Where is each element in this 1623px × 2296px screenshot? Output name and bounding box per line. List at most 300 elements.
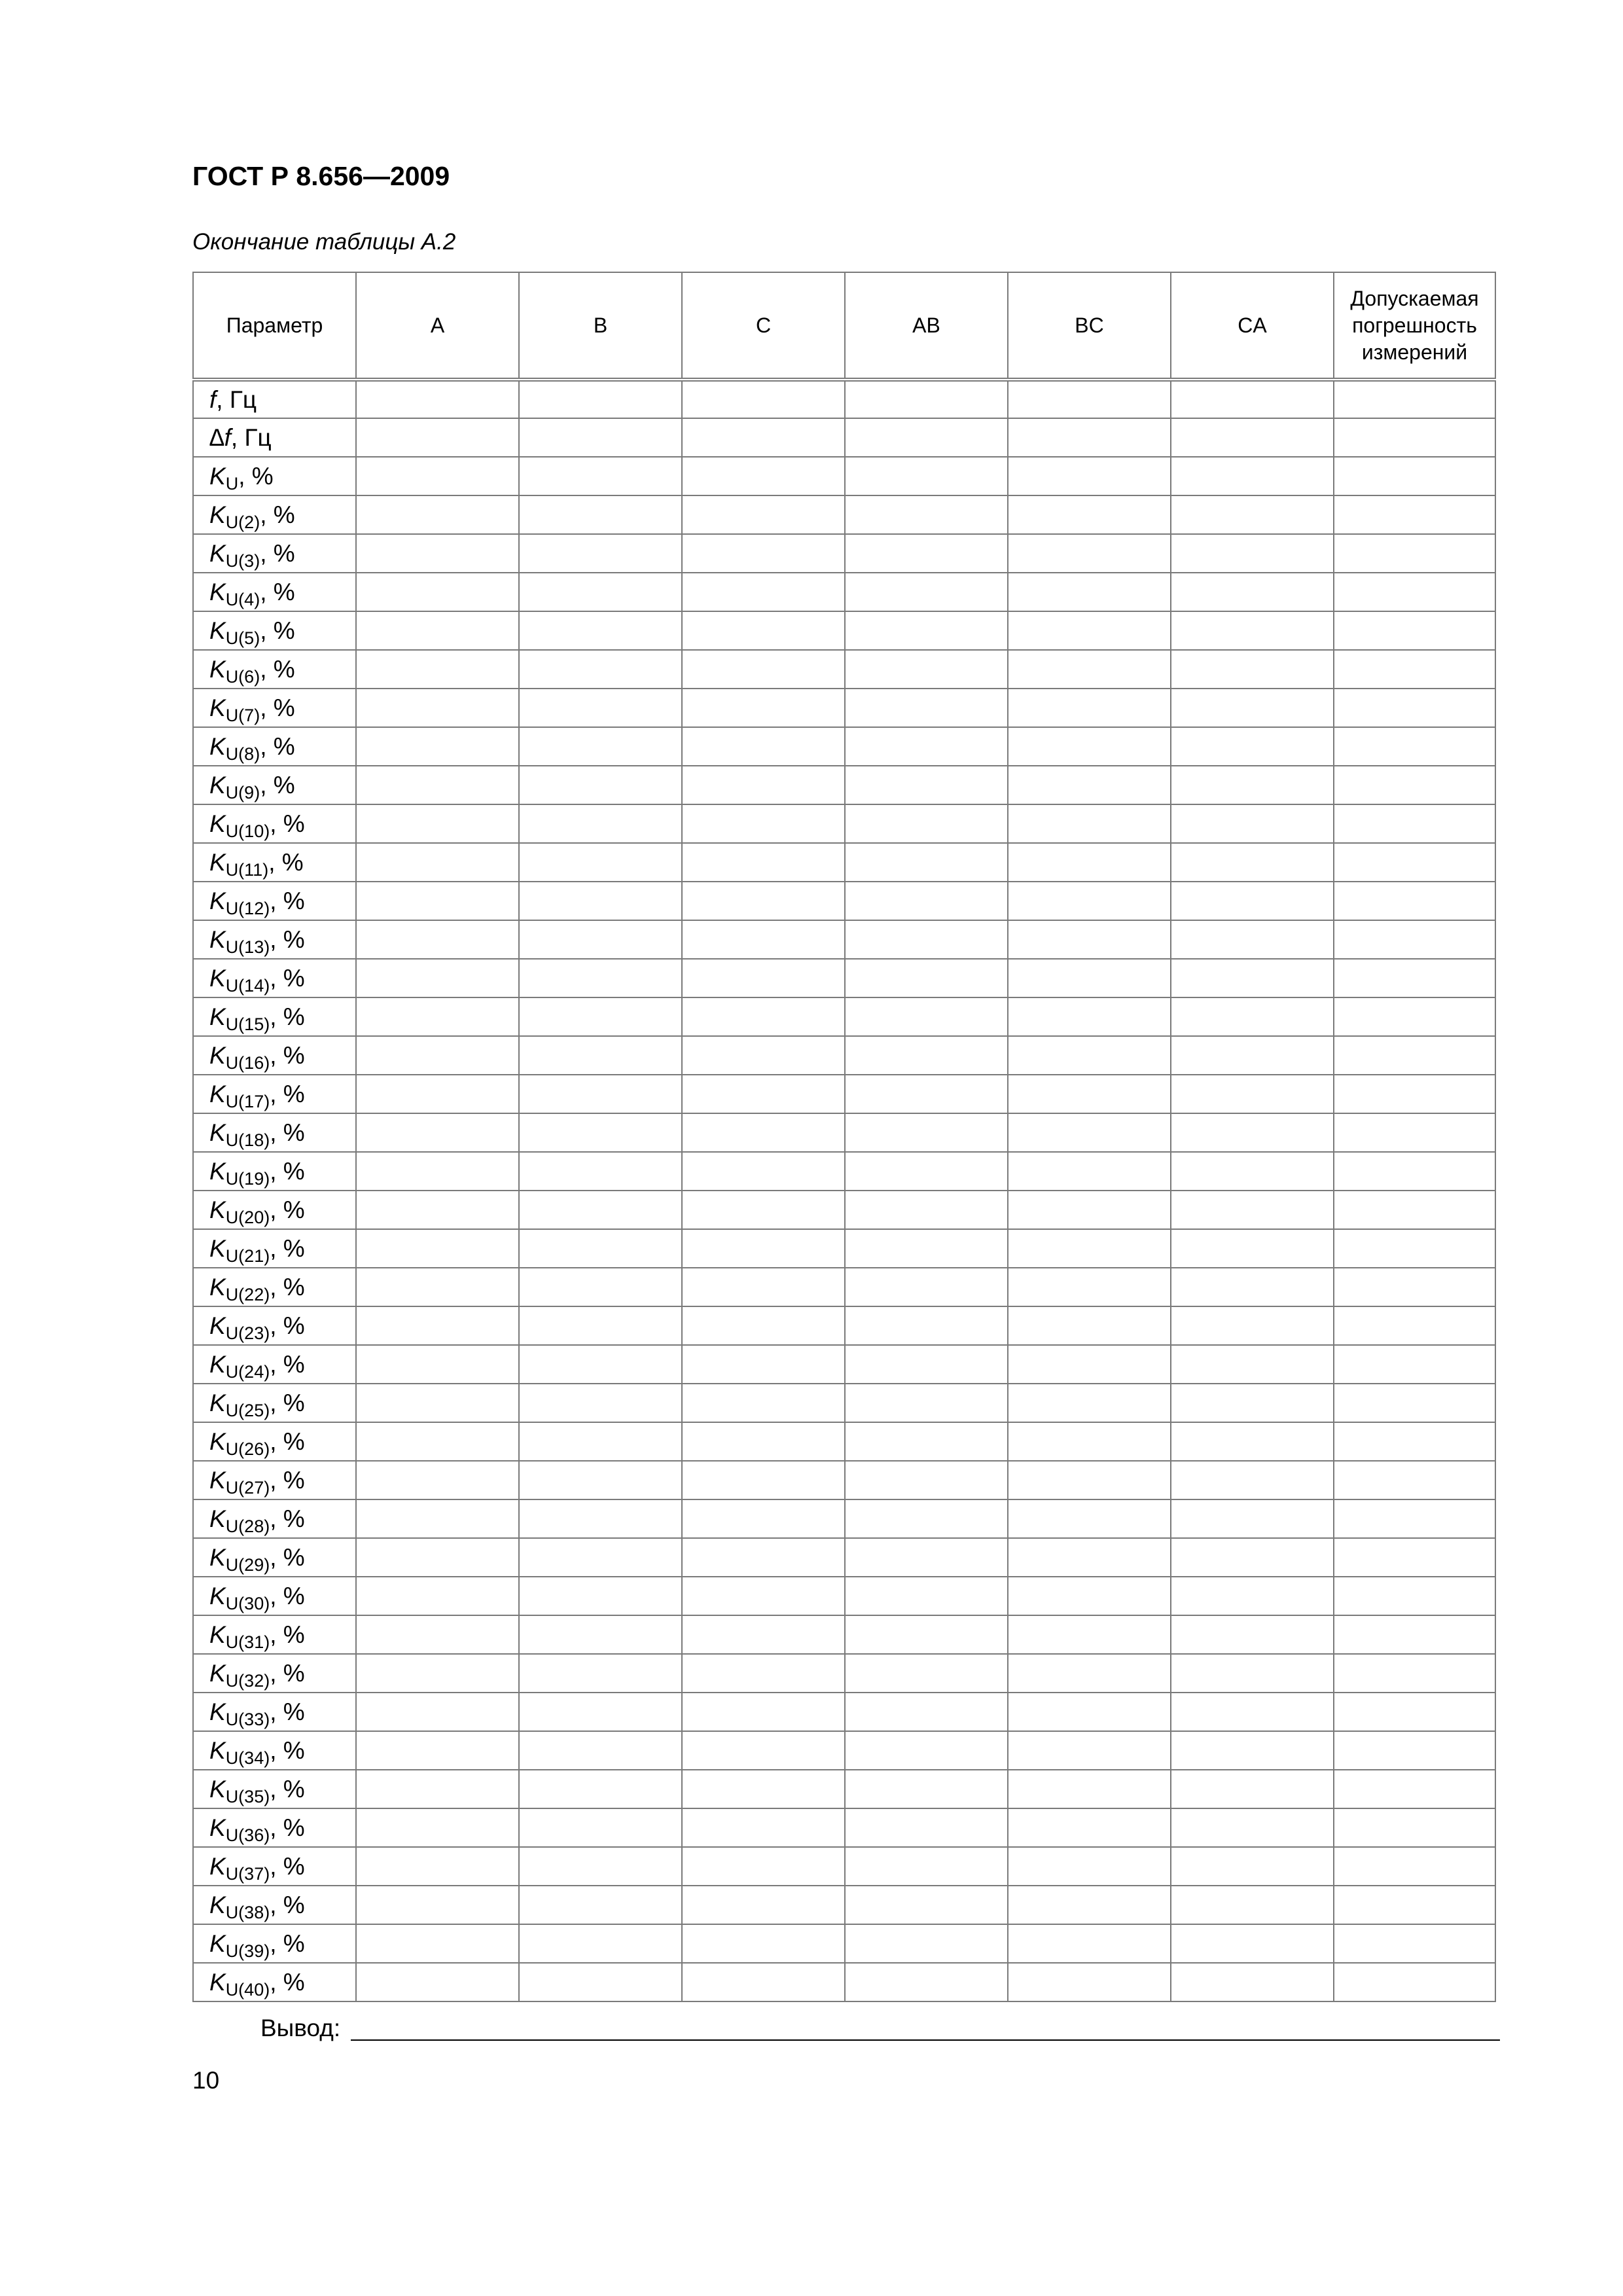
value-cell[interactable] bbox=[1008, 1924, 1171, 1963]
value-cell[interactable] bbox=[519, 882, 682, 920]
value-cell[interactable] bbox=[1171, 1808, 1334, 1847]
value-cell[interactable] bbox=[519, 495, 682, 534]
value-cell[interactable] bbox=[682, 1461, 845, 1499]
value-cell[interactable] bbox=[1008, 1808, 1171, 1847]
value-cell[interactable] bbox=[1008, 1152, 1171, 1191]
value-cell[interactable] bbox=[845, 1693, 1008, 1731]
value-cell[interactable] bbox=[356, 959, 519, 997]
value-cell[interactable] bbox=[1171, 1113, 1334, 1152]
value-cell[interactable] bbox=[682, 1577, 845, 1615]
value-cell[interactable] bbox=[845, 457, 1008, 495]
value-cell[interactable] bbox=[1334, 1075, 1495, 1113]
value-cell[interactable] bbox=[1171, 611, 1334, 650]
value-cell[interactable] bbox=[682, 959, 845, 997]
parameter-unit: , % bbox=[270, 1698, 305, 1725]
value-cell[interactable] bbox=[682, 1191, 845, 1229]
value-cell[interactable] bbox=[1008, 766, 1171, 804]
value-cell[interactable] bbox=[1171, 495, 1334, 534]
value-cell[interactable] bbox=[1008, 1461, 1171, 1499]
value-cell[interactable] bbox=[1334, 843, 1495, 882]
value-cell[interactable] bbox=[1171, 959, 1334, 997]
value-cell[interactable] bbox=[1171, 1461, 1334, 1499]
value-cell[interactable] bbox=[1008, 1229, 1171, 1268]
value-cell[interactable] bbox=[845, 1770, 1008, 1808]
value-cell[interactable] bbox=[845, 1113, 1008, 1152]
value-cell[interactable] bbox=[1334, 1499, 1495, 1538]
value-cell[interactable] bbox=[682, 1345, 845, 1384]
value-cell[interactable] bbox=[682, 1886, 845, 1924]
value-cell[interactable] bbox=[1008, 1306, 1171, 1345]
value-cell[interactable] bbox=[682, 1924, 845, 1963]
value-cell[interactable] bbox=[845, 1075, 1008, 1113]
value-cell[interactable] bbox=[845, 1152, 1008, 1191]
value-cell[interactable] bbox=[1008, 1654, 1171, 1693]
value-cell[interactable] bbox=[1334, 495, 1495, 534]
value-cell[interactable] bbox=[1171, 689, 1334, 727]
value-cell[interactable] bbox=[1334, 882, 1495, 920]
value-cell[interactable] bbox=[682, 650, 845, 689]
value-cell[interactable] bbox=[1008, 1615, 1171, 1654]
value-cell[interactable] bbox=[1008, 418, 1171, 457]
value-cell[interactable] bbox=[682, 1384, 845, 1422]
value-cell[interactable] bbox=[519, 1152, 682, 1191]
value-cell[interactable] bbox=[356, 843, 519, 882]
value-cell[interactable] bbox=[356, 804, 519, 843]
value-cell[interactable] bbox=[845, 495, 1008, 534]
value-cell[interactable] bbox=[845, 1731, 1008, 1770]
value-cell[interactable] bbox=[356, 1847, 519, 1886]
value-cell[interactable] bbox=[519, 1963, 682, 2001]
value-cell[interactable] bbox=[519, 418, 682, 457]
value-cell[interactable] bbox=[682, 611, 845, 650]
value-cell[interactable] bbox=[845, 1384, 1008, 1422]
value-cell[interactable] bbox=[356, 1422, 519, 1461]
value-cell[interactable] bbox=[682, 1422, 845, 1461]
value-cell[interactable] bbox=[356, 1693, 519, 1731]
value-cell[interactable] bbox=[519, 1731, 682, 1770]
value-cell[interactable] bbox=[1334, 1654, 1495, 1693]
value-cell[interactable] bbox=[845, 1306, 1008, 1345]
value-cell[interactable] bbox=[519, 1229, 682, 1268]
value-cell[interactable] bbox=[682, 1306, 845, 1345]
value-cell[interactable] bbox=[356, 1384, 519, 1422]
value-cell[interactable] bbox=[519, 1345, 682, 1384]
value-cell[interactable] bbox=[1334, 380, 1495, 418]
value-cell[interactable] bbox=[356, 1808, 519, 1847]
value-cell[interactable] bbox=[356, 1963, 519, 2001]
value-cell[interactable] bbox=[845, 1924, 1008, 1963]
value-cell[interactable] bbox=[1334, 1306, 1495, 1345]
value-cell[interactable] bbox=[519, 689, 682, 727]
value-cell[interactable] bbox=[1008, 457, 1171, 495]
value-cell[interactable] bbox=[1171, 418, 1334, 457]
value-cell[interactable] bbox=[1171, 1693, 1334, 1731]
value-cell[interactable] bbox=[1334, 766, 1495, 804]
value-cell[interactable] bbox=[1334, 1461, 1495, 1499]
value-cell[interactable] bbox=[1334, 959, 1495, 997]
value-cell[interactable] bbox=[1171, 1306, 1334, 1345]
value-cell[interactable] bbox=[519, 1422, 682, 1461]
value-cell[interactable] bbox=[1008, 1847, 1171, 1886]
value-cell[interactable] bbox=[519, 1306, 682, 1345]
value-cell[interactable] bbox=[356, 1152, 519, 1191]
value-cell[interactable] bbox=[1334, 1693, 1495, 1731]
value-cell[interactable] bbox=[845, 1963, 1008, 2001]
value-cell[interactable] bbox=[519, 843, 682, 882]
value-cell[interactable] bbox=[1008, 1577, 1171, 1615]
value-cell[interactable] bbox=[1171, 1075, 1334, 1113]
value-cell[interactable] bbox=[845, 573, 1008, 611]
value-cell[interactable] bbox=[1334, 1345, 1495, 1384]
value-cell[interactable] bbox=[682, 495, 845, 534]
value-cell[interactable] bbox=[1171, 1152, 1334, 1191]
value-cell[interactable] bbox=[682, 727, 845, 766]
value-cell[interactable] bbox=[519, 1615, 682, 1654]
value-cell[interactable] bbox=[682, 1808, 845, 1847]
value-cell[interactable] bbox=[845, 766, 1008, 804]
value-cell[interactable] bbox=[1171, 882, 1334, 920]
value-cell[interactable] bbox=[845, 418, 1008, 457]
value-cell[interactable] bbox=[1008, 1191, 1171, 1229]
value-cell[interactable] bbox=[845, 1615, 1008, 1654]
value-cell[interactable] bbox=[845, 1538, 1008, 1577]
value-cell[interactable] bbox=[845, 1422, 1008, 1461]
value-cell[interactable] bbox=[845, 611, 1008, 650]
value-cell[interactable] bbox=[1171, 727, 1334, 766]
value-cell[interactable] bbox=[1334, 1924, 1495, 1963]
value-cell[interactable] bbox=[845, 843, 1008, 882]
value-cell[interactable] bbox=[1334, 1847, 1495, 1886]
value-cell[interactable] bbox=[1334, 997, 1495, 1036]
value-cell[interactable] bbox=[519, 1924, 682, 1963]
value-cell[interactable] bbox=[845, 1808, 1008, 1847]
value-cell[interactable] bbox=[1171, 1229, 1334, 1268]
value-cell[interactable] bbox=[845, 1499, 1008, 1538]
value-cell[interactable] bbox=[845, 727, 1008, 766]
value-cell[interactable] bbox=[845, 1847, 1008, 1886]
value-cell[interactable] bbox=[519, 1268, 682, 1306]
value-cell[interactable] bbox=[682, 1770, 845, 1808]
value-cell[interactable] bbox=[1334, 804, 1495, 843]
value-cell[interactable] bbox=[1171, 1615, 1334, 1654]
value-cell[interactable] bbox=[519, 1384, 682, 1422]
value-cell[interactable] bbox=[356, 534, 519, 573]
value-cell[interactable] bbox=[1008, 959, 1171, 997]
value-cell[interactable] bbox=[519, 959, 682, 997]
value-cell[interactable] bbox=[356, 1075, 519, 1113]
value-cell[interactable] bbox=[1334, 1422, 1495, 1461]
conclusion-line[interactable] bbox=[351, 2039, 1500, 2041]
value-cell[interactable] bbox=[1334, 1886, 1495, 1924]
value-cell[interactable] bbox=[845, 920, 1008, 959]
value-cell[interactable] bbox=[1171, 1770, 1334, 1808]
value-cell[interactable] bbox=[519, 1538, 682, 1577]
value-cell[interactable] bbox=[1008, 882, 1171, 920]
value-cell[interactable] bbox=[1008, 1499, 1171, 1538]
value-cell[interactable] bbox=[1171, 650, 1334, 689]
value-cell[interactable] bbox=[1008, 804, 1171, 843]
value-cell[interactable] bbox=[682, 882, 845, 920]
value-cell[interactable] bbox=[356, 1345, 519, 1384]
value-cell[interactable] bbox=[1171, 573, 1334, 611]
value-cell[interactable] bbox=[1171, 1345, 1334, 1384]
value-cell[interactable] bbox=[1334, 1963, 1495, 2001]
value-cell[interactable] bbox=[1008, 727, 1171, 766]
value-cell[interactable] bbox=[1334, 1731, 1495, 1770]
value-cell[interactable] bbox=[356, 1731, 519, 1770]
value-cell[interactable] bbox=[1008, 1731, 1171, 1770]
value-cell[interactable] bbox=[682, 1731, 845, 1770]
value-cell[interactable] bbox=[1008, 997, 1171, 1036]
value-cell[interactable] bbox=[356, 457, 519, 495]
value-cell[interactable] bbox=[845, 1036, 1008, 1075]
value-cell[interactable] bbox=[356, 1191, 519, 1229]
value-cell[interactable] bbox=[1171, 1422, 1334, 1461]
value-cell[interactable] bbox=[1008, 1422, 1171, 1461]
value-cell[interactable] bbox=[1171, 457, 1334, 495]
value-cell[interactable] bbox=[682, 418, 845, 457]
value-cell[interactable] bbox=[1171, 1384, 1334, 1422]
value-cell[interactable] bbox=[682, 380, 845, 418]
value-cell[interactable] bbox=[1008, 495, 1171, 534]
value-cell[interactable] bbox=[519, 727, 682, 766]
value-cell[interactable] bbox=[845, 1461, 1008, 1499]
value-cell[interactable] bbox=[1008, 1075, 1171, 1113]
value-cell[interactable] bbox=[845, 997, 1008, 1036]
value-cell[interactable] bbox=[1008, 1345, 1171, 1384]
value-cell[interactable] bbox=[845, 1886, 1008, 1924]
value-cell[interactable] bbox=[519, 1191, 682, 1229]
value-cell[interactable] bbox=[1008, 1770, 1171, 1808]
value-cell[interactable] bbox=[845, 1577, 1008, 1615]
parameter-symbol: K bbox=[209, 1389, 226, 1416]
value-cell[interactable] bbox=[845, 650, 1008, 689]
value-cell[interactable] bbox=[356, 1499, 519, 1538]
value-cell[interactable] bbox=[682, 1963, 845, 2001]
value-cell[interactable] bbox=[1334, 689, 1495, 727]
value-cell[interactable] bbox=[682, 1654, 845, 1693]
value-cell[interactable] bbox=[845, 804, 1008, 843]
value-cell[interactable] bbox=[845, 534, 1008, 573]
value-cell[interactable] bbox=[845, 1268, 1008, 1306]
value-cell[interactable] bbox=[845, 882, 1008, 920]
value-cell[interactable] bbox=[519, 650, 682, 689]
value-cell[interactable] bbox=[519, 1461, 682, 1499]
value-cell[interactable] bbox=[356, 1770, 519, 1808]
value-cell[interactable] bbox=[1334, 611, 1495, 650]
value-cell[interactable] bbox=[356, 1886, 519, 1924]
value-cell[interactable] bbox=[519, 1036, 682, 1075]
value-cell[interactable] bbox=[356, 1654, 519, 1693]
value-cell[interactable] bbox=[1334, 1229, 1495, 1268]
value-cell[interactable] bbox=[1334, 1615, 1495, 1654]
value-cell[interactable] bbox=[519, 1499, 682, 1538]
value-cell[interactable] bbox=[1171, 1731, 1334, 1770]
value-cell[interactable] bbox=[682, 1113, 845, 1152]
value-cell[interactable] bbox=[845, 959, 1008, 997]
value-cell[interactable] bbox=[1008, 843, 1171, 882]
value-cell[interactable] bbox=[682, 1152, 845, 1191]
parameter-cell bbox=[193, 920, 356, 959]
value-cell[interactable] bbox=[682, 1036, 845, 1075]
value-cell[interactable] bbox=[1171, 1538, 1334, 1577]
value-cell[interactable] bbox=[1008, 650, 1171, 689]
value-cell[interactable] bbox=[1334, 1191, 1495, 1229]
value-cell[interactable] bbox=[519, 457, 682, 495]
value-cell[interactable] bbox=[1171, 1268, 1334, 1306]
value-cell[interactable] bbox=[1171, 997, 1334, 1036]
value-cell[interactable] bbox=[845, 380, 1008, 418]
value-cell[interactable] bbox=[1334, 1770, 1495, 1808]
parameter-subscript: U(26) bbox=[225, 1439, 270, 1459]
value-cell[interactable] bbox=[1334, 573, 1495, 611]
value-cell[interactable] bbox=[519, 611, 682, 650]
value-cell[interactable] bbox=[519, 1808, 682, 1847]
value-cell[interactable] bbox=[356, 1924, 519, 1963]
value-cell[interactable] bbox=[519, 1654, 682, 1693]
value-cell[interactable] bbox=[682, 1268, 845, 1306]
value-cell[interactable] bbox=[682, 843, 845, 882]
value-cell[interactable] bbox=[519, 766, 682, 804]
value-cell[interactable] bbox=[356, 380, 519, 418]
value-cell[interactable] bbox=[682, 997, 845, 1036]
value-cell[interactable] bbox=[682, 1847, 845, 1886]
value-cell[interactable] bbox=[1334, 1538, 1495, 1577]
value-cell[interactable] bbox=[356, 1538, 519, 1577]
value-cell[interactable] bbox=[845, 1229, 1008, 1268]
value-cell[interactable] bbox=[1334, 1268, 1495, 1306]
value-cell[interactable] bbox=[1008, 1036, 1171, 1075]
value-cell[interactable] bbox=[682, 1499, 845, 1538]
value-cell[interactable] bbox=[1171, 1036, 1334, 1075]
value-cell[interactable] bbox=[845, 689, 1008, 727]
value-cell[interactable] bbox=[1171, 1654, 1334, 1693]
value-cell[interactable] bbox=[356, 920, 519, 959]
value-cell[interactable] bbox=[1171, 920, 1334, 959]
value-cell[interactable] bbox=[356, 1615, 519, 1654]
value-cell[interactable] bbox=[356, 997, 519, 1036]
value-cell[interactable] bbox=[356, 1036, 519, 1075]
value-cell[interactable] bbox=[1008, 1538, 1171, 1577]
value-cell[interactable] bbox=[1334, 1384, 1495, 1422]
value-cell[interactable] bbox=[519, 920, 682, 959]
value-cell[interactable] bbox=[682, 920, 845, 959]
value-cell[interactable] bbox=[1334, 1036, 1495, 1075]
value-cell[interactable] bbox=[1008, 689, 1171, 727]
value-cell[interactable] bbox=[1008, 534, 1171, 573]
value-cell[interactable] bbox=[356, 689, 519, 727]
value-cell[interactable] bbox=[1008, 1113, 1171, 1152]
value-cell[interactable] bbox=[519, 1693, 682, 1731]
value-cell[interactable] bbox=[356, 611, 519, 650]
value-cell[interactable] bbox=[682, 766, 845, 804]
value-cell[interactable] bbox=[356, 1113, 519, 1152]
value-cell[interactable] bbox=[356, 573, 519, 611]
value-cell[interactable] bbox=[1008, 1384, 1171, 1422]
value-cell[interactable] bbox=[1334, 920, 1495, 959]
value-cell[interactable] bbox=[519, 997, 682, 1036]
value-cell[interactable] bbox=[682, 689, 845, 727]
value-cell[interactable] bbox=[1334, 1113, 1495, 1152]
value-cell[interactable] bbox=[356, 418, 519, 457]
value-cell[interactable] bbox=[1334, 534, 1495, 573]
value-cell[interactable] bbox=[1171, 534, 1334, 573]
value-cell[interactable] bbox=[1171, 1499, 1334, 1538]
value-cell[interactable] bbox=[845, 1345, 1008, 1384]
value-cell[interactable] bbox=[1334, 1152, 1495, 1191]
value-cell[interactable] bbox=[519, 380, 682, 418]
value-cell[interactable] bbox=[1008, 1693, 1171, 1731]
value-cell[interactable] bbox=[1171, 1924, 1334, 1963]
value-cell[interactable] bbox=[1334, 727, 1495, 766]
value-cell[interactable] bbox=[519, 1770, 682, 1808]
value-cell[interactable] bbox=[1334, 1808, 1495, 1847]
value-cell[interactable] bbox=[1171, 766, 1334, 804]
value-cell[interactable] bbox=[682, 804, 845, 843]
value-cell[interactable] bbox=[519, 804, 682, 843]
value-cell[interactable] bbox=[682, 573, 845, 611]
value-cell[interactable] bbox=[682, 1229, 845, 1268]
value-cell[interactable] bbox=[356, 1229, 519, 1268]
value-cell[interactable] bbox=[519, 1075, 682, 1113]
value-cell[interactable] bbox=[682, 534, 845, 573]
value-cell[interactable] bbox=[1334, 418, 1495, 457]
value-cell[interactable] bbox=[519, 1886, 682, 1924]
value-cell[interactable] bbox=[1008, 1268, 1171, 1306]
value-cell[interactable] bbox=[519, 573, 682, 611]
value-cell[interactable] bbox=[682, 1693, 845, 1731]
value-cell[interactable] bbox=[1171, 380, 1334, 418]
value-cell[interactable] bbox=[1334, 650, 1495, 689]
value-cell[interactable] bbox=[1008, 380, 1171, 418]
value-cell[interactable] bbox=[1171, 1886, 1334, 1924]
value-cell[interactable] bbox=[1334, 457, 1495, 495]
value-cell[interactable] bbox=[356, 495, 519, 534]
value-cell[interactable] bbox=[519, 534, 682, 573]
value-cell[interactable] bbox=[1171, 804, 1334, 843]
value-cell[interactable] bbox=[1008, 920, 1171, 959]
value-cell[interactable] bbox=[682, 1538, 845, 1577]
value-cell[interactable] bbox=[356, 650, 519, 689]
value-cell[interactable] bbox=[356, 1306, 519, 1345]
value-cell[interactable] bbox=[845, 1654, 1008, 1693]
value-cell[interactable] bbox=[519, 1113, 682, 1152]
value-cell[interactable] bbox=[356, 1461, 519, 1499]
value-cell[interactable] bbox=[682, 1615, 845, 1654]
value-cell[interactable] bbox=[356, 766, 519, 804]
value-cell[interactable] bbox=[519, 1577, 682, 1615]
value-cell[interactable] bbox=[682, 1075, 845, 1113]
value-cell[interactable] bbox=[1008, 1886, 1171, 1924]
value-cell[interactable] bbox=[1171, 1963, 1334, 2001]
value-cell[interactable] bbox=[1008, 1963, 1171, 2001]
value-cell[interactable] bbox=[356, 1268, 519, 1306]
value-cell[interactable] bbox=[1171, 1847, 1334, 1886]
value-cell[interactable] bbox=[682, 457, 845, 495]
parameter-symbol: K bbox=[209, 810, 226, 837]
value-cell[interactable] bbox=[845, 1191, 1008, 1229]
value-cell[interactable] bbox=[1171, 1577, 1334, 1615]
value-cell[interactable] bbox=[356, 727, 519, 766]
value-cell[interactable] bbox=[519, 1847, 682, 1886]
value-cell[interactable] bbox=[1334, 1577, 1495, 1615]
value-cell[interactable] bbox=[1008, 611, 1171, 650]
value-cell[interactable] bbox=[356, 1577, 519, 1615]
value-cell[interactable] bbox=[1171, 843, 1334, 882]
value-cell[interactable] bbox=[1171, 1191, 1334, 1229]
value-cell[interactable] bbox=[356, 882, 519, 920]
value-cell[interactable] bbox=[1008, 573, 1171, 611]
